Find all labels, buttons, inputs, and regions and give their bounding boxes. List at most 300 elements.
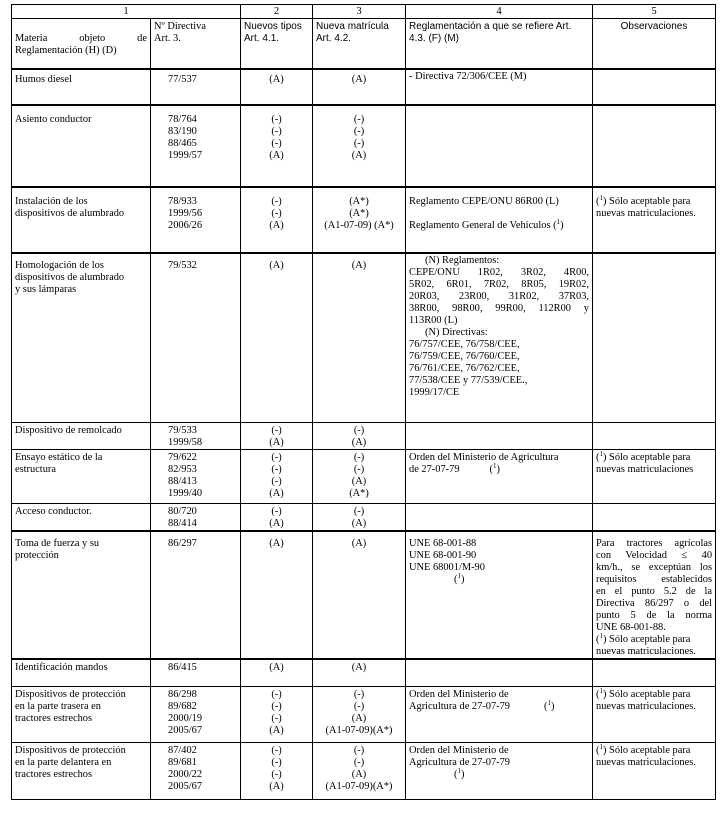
materia-cell bbox=[12, 69, 151, 105]
reglamentacion-text: Orden del Ministerio de Agricultura bbox=[409, 452, 559, 463]
reglamentacion-text: Orden del Ministerio de bbox=[409, 688, 509, 700]
reglamentacion-line bbox=[409, 351, 589, 363]
footnote-mark: 1 bbox=[492, 462, 497, 470]
materia-line: Homologación de los bbox=[15, 259, 104, 271]
directiva-value: 88/414 bbox=[168, 518, 197, 529]
directiva-cell bbox=[151, 187, 241, 253]
nuevos-value: (-) bbox=[271, 768, 282, 780]
nuevos-value: (-) bbox=[271, 712, 282, 724]
observaciones-text: punto 5 de la norma bbox=[596, 610, 713, 621]
observaciones-line: ($^1$) Sólo aceptable para bbox=[596, 193, 691, 207]
directiva-value: 86/298 bbox=[168, 688, 197, 700]
observaciones-cell bbox=[593, 686, 716, 742]
reglamentacion-text: Agricultura de 27-07-79 bbox=[409, 700, 511, 712]
observaciones-text: Sólo aceptable para bbox=[609, 452, 691, 463]
header-nuevos-tipos bbox=[241, 19, 313, 69]
reglamentacion-text: 1999/17/CE bbox=[409, 386, 460, 398]
directiva-value: 87/402 bbox=[168, 744, 197, 756]
matricula-value: (A1-07-09)(A*) bbox=[325, 780, 393, 792]
reglamentacion-line bbox=[409, 279, 589, 291]
nuevos-value: (-) bbox=[271, 506, 282, 517]
header-matricula-line1: Nueva matrícula bbox=[316, 21, 389, 32]
table-row bbox=[12, 187, 716, 253]
observaciones-line bbox=[596, 757, 712, 769]
directiva-value: 77/537 bbox=[168, 73, 197, 85]
matricula-cell bbox=[313, 423, 406, 450]
reglamentacion-line bbox=[409, 698, 589, 713]
reglamentacion-line bbox=[409, 562, 589, 574]
observaciones-line bbox=[596, 538, 712, 550]
directiva-cell bbox=[151, 423, 241, 450]
nuevos-value: (-) bbox=[271, 476, 282, 487]
matricula-cell bbox=[313, 105, 406, 187]
nuevos-tipos-cell bbox=[241, 69, 313, 105]
column-number-1: 1 bbox=[12, 5, 241, 19]
directiva-value: 89/681 bbox=[168, 756, 197, 768]
matricula-value: (-) bbox=[353, 425, 365, 436]
column-header-row bbox=[12, 19, 716, 69]
footnote-mark: 1 bbox=[457, 572, 461, 580]
reglamentacion-text: 20R03, 23R00, 31R02, 37R03, bbox=[409, 290, 590, 302]
nuevos-value: (A) bbox=[269, 219, 284, 231]
table-row bbox=[12, 450, 716, 504]
materia-line: y sus lámparas bbox=[15, 283, 77, 295]
observaciones-line bbox=[596, 586, 712, 598]
directiva-value: 79/622 bbox=[168, 452, 197, 463]
reglamentacion-line bbox=[409, 327, 589, 339]
table-row bbox=[12, 686, 716, 742]
nuevos-value: (A) bbox=[269, 259, 284, 271]
directiva-cell bbox=[151, 742, 241, 799]
reglamentacion-text: 38R00, 98R00, 99R00, 112R00 y bbox=[409, 302, 590, 314]
header-reglamentacion bbox=[406, 19, 593, 69]
header-nuevos-line1: Nuevos tipos bbox=[244, 21, 302, 32]
materia-line: en la parte delantera en bbox=[15, 756, 112, 768]
reglamentacion-text: CEPE/ONU 1R02, 3R02, 4R00, bbox=[409, 266, 590, 278]
matricula-cell bbox=[313, 450, 406, 504]
table-row bbox=[12, 659, 716, 686]
reglamentacion-text: 5R02, 6R01, 7R02, 8R05, 19R02, bbox=[409, 278, 590, 290]
materia-cell bbox=[12, 187, 151, 253]
nuevos-value: (A) bbox=[269, 488, 284, 499]
reglamentacion-line bbox=[409, 267, 589, 279]
matricula-value: (-) bbox=[353, 464, 365, 475]
observaciones-line bbox=[596, 610, 712, 622]
matricula-value: (A) bbox=[351, 259, 367, 271]
reglamentacion-text: Orden del Ministerio de bbox=[409, 744, 509, 756]
reglamentacion-text: 77/538/CEE y 77/539/CEE., bbox=[409, 374, 528, 386]
observaciones-line bbox=[596, 646, 712, 658]
reglamentacion-text: - Directiva 72/306/CEE (M) bbox=[409, 70, 527, 82]
nuevos-value: (A) bbox=[269, 437, 284, 448]
nuevos-tipos-cell bbox=[241, 659, 313, 686]
matricula-cell bbox=[313, 659, 406, 686]
observaciones-line bbox=[596, 622, 712, 634]
matricula-value: (A*) bbox=[349, 488, 369, 499]
directiva-value: 88/465 bbox=[168, 137, 197, 149]
footnote-mark: 1 bbox=[547, 698, 551, 707]
nuevos-value: (-) bbox=[271, 700, 282, 712]
header-observaciones: Observaciones bbox=[593, 19, 716, 69]
observaciones-cell bbox=[593, 504, 716, 532]
nuevos-tipos-cell bbox=[241, 253, 313, 423]
header-nueva-matricula bbox=[313, 19, 406, 69]
matricula-value: (-) bbox=[353, 756, 365, 768]
footnote-close: ) bbox=[550, 700, 555, 712]
observaciones-text: requisitos establecidos bbox=[596, 574, 713, 585]
observaciones-line bbox=[596, 598, 712, 610]
nuevos-value: (A) bbox=[269, 724, 284, 736]
materia-line: protección bbox=[15, 550, 59, 561]
header-reglamentacion-line1: Reglamentación a que se refiere Art. bbox=[409, 21, 572, 32]
table-row bbox=[12, 504, 716, 532]
nuevos-tipos-cell bbox=[241, 423, 313, 450]
materia-line: estructura bbox=[15, 464, 56, 475]
matricula-cell bbox=[313, 531, 406, 659]
matricula-cell bbox=[313, 686, 406, 742]
observaciones-line: ($^1$) Sólo aceptable para bbox=[596, 742, 691, 756]
footnote-ref: ($^1$) bbox=[489, 462, 500, 475]
footnote-ref: ($^1$) bbox=[454, 766, 465, 780]
reglamentacion-line bbox=[409, 689, 589, 701]
matricula-value: (A) bbox=[351, 518, 367, 529]
footnote-mark: 1 bbox=[556, 217, 561, 226]
header-matricula-line2: Art. 4.2. bbox=[316, 33, 352, 44]
matricula-value: (-) bbox=[353, 744, 365, 756]
nuevos-value: (-) bbox=[271, 113, 282, 125]
reglamentacion-line bbox=[409, 452, 589, 464]
reglamentacion-text: Reglamento CEPE/ONU 86R00 (L) bbox=[409, 195, 559, 207]
observaciones-cell bbox=[593, 69, 716, 105]
reglamentacion-line bbox=[409, 538, 589, 550]
reglamentacion-cell bbox=[406, 187, 593, 253]
directiva-cell bbox=[151, 253, 241, 423]
reglamentacion-cell bbox=[406, 686, 593, 742]
reglamentacion-text: de 27-07-79 bbox=[409, 464, 460, 475]
footnote-close: ) bbox=[460, 574, 465, 585]
directiva-value: 79/532 bbox=[168, 259, 197, 271]
reglamentacion-line bbox=[409, 315, 589, 327]
column-number-5: 5 bbox=[593, 5, 716, 19]
directiva-value: 78/764 bbox=[168, 113, 197, 125]
observaciones-cell bbox=[593, 659, 716, 686]
observaciones-line bbox=[596, 464, 712, 476]
matricula-cell bbox=[313, 742, 406, 799]
reglamentacion-text: 113R00 (L) bbox=[409, 314, 458, 326]
matricula-value: (A) bbox=[351, 149, 367, 161]
nuevos-value: (-) bbox=[271, 464, 282, 475]
spacer bbox=[409, 208, 589, 220]
materia-cell bbox=[12, 253, 151, 423]
observaciones-cell bbox=[593, 450, 716, 504]
header-directiva-line1: Nº Directiva bbox=[154, 21, 206, 32]
materia-line: dispositivos de alumbrado bbox=[15, 271, 125, 283]
nuevos-value: (-) bbox=[271, 207, 282, 219]
directiva-value: 79/533 bbox=[168, 425, 197, 436]
matricula-value: (-) bbox=[353, 125, 365, 137]
nuevos-value: (-) bbox=[271, 137, 282, 149]
directiva-cell bbox=[151, 504, 241, 532]
reglamentacion-text: Reglamento General de Vehículos ( bbox=[409, 219, 557, 231]
observaciones-line bbox=[596, 550, 712, 562]
observaciones-line bbox=[596, 208, 712, 220]
reglamentacion-line bbox=[409, 550, 589, 562]
footnote-close: ) bbox=[560, 219, 564, 231]
matricula-value: (A1-07-09) (A*) bbox=[324, 219, 394, 231]
header-directiva-line2: Art. 3. bbox=[154, 33, 181, 44]
observaciones-line: ($^1$) Sólo aceptable para bbox=[596, 632, 691, 645]
table-row bbox=[12, 742, 716, 799]
observaciones-line: ($^1$) Sólo aceptable para bbox=[596, 450, 691, 463]
nuevos-value: (A) bbox=[269, 538, 284, 549]
table-row bbox=[12, 253, 716, 423]
directiva-value: 88/413 bbox=[168, 476, 197, 487]
matricula-value: (-) bbox=[353, 506, 365, 517]
observaciones-text: Sólo aceptable para bbox=[609, 688, 691, 700]
directiva-value: 1999/57 bbox=[168, 149, 203, 161]
matricula-cell bbox=[313, 253, 406, 423]
directiva-value: 78/933 bbox=[168, 195, 197, 207]
directiva-value: 2005/67 bbox=[168, 724, 203, 736]
materia-line: tractores estrechos bbox=[15, 712, 93, 724]
nuevos-tipos-cell bbox=[241, 450, 313, 504]
directiva-value: 1999/40 bbox=[168, 488, 203, 499]
reglamentacion-line bbox=[409, 71, 589, 83]
matricula-cell bbox=[313, 187, 406, 253]
reglamentacion-line bbox=[409, 757, 589, 769]
materia-cell bbox=[12, 504, 151, 532]
observaciones-text: km/h., se exceptúan los bbox=[596, 562, 713, 573]
materia-line: Identificación mandos bbox=[15, 662, 108, 673]
footnote-mark: 1 bbox=[599, 193, 603, 202]
observaciones-cell bbox=[593, 105, 716, 187]
nuevos-tipos-cell bbox=[241, 504, 313, 532]
observaciones-text: Sólo aceptable para bbox=[609, 744, 691, 756]
table-row bbox=[12, 423, 716, 450]
nuevos-value: (-) bbox=[271, 756, 282, 768]
materia-cell bbox=[12, 423, 151, 450]
directiva-cell bbox=[151, 686, 241, 742]
reglamentacion-line bbox=[409, 255, 589, 267]
nuevos-value: (-) bbox=[271, 125, 282, 137]
observaciones-text: nuevas matriculaciones. bbox=[596, 207, 696, 219]
header-materia-line1: Materia objeto de bbox=[15, 33, 147, 44]
matricula-value: (A*) bbox=[349, 207, 369, 219]
nuevos-value: (-) bbox=[271, 425, 282, 436]
reglamentacion-line bbox=[409, 303, 589, 315]
reglamentacion-line bbox=[409, 745, 589, 757]
observaciones-text: Para tractores agrícolas bbox=[596, 538, 713, 549]
matricula-value: (A) bbox=[351, 768, 367, 780]
nuevos-value: (-) bbox=[271, 744, 282, 756]
header-nuevos-line2: Art. 4.1. bbox=[244, 33, 280, 44]
observaciones-text: nuevas matriculaciones. bbox=[596, 646, 696, 657]
matricula-value: (A) bbox=[351, 437, 367, 448]
footnote-mark: 1 bbox=[599, 632, 603, 640]
nuevos-value: (A) bbox=[269, 73, 284, 85]
materia-line: Asiento conductor bbox=[15, 113, 92, 125]
reglamentacion-text: UNE 68001/M-90 bbox=[409, 562, 485, 573]
reglamentacion-text: (N) Reglamentos: bbox=[425, 254, 500, 266]
materia-line: dispositivos de alumbrado bbox=[15, 207, 125, 219]
table-body bbox=[12, 69, 716, 800]
column-number-4: 4 bbox=[406, 5, 593, 19]
materia-line: Dispositivos de protección bbox=[15, 688, 126, 700]
observaciones-line bbox=[596, 701, 712, 713]
observaciones-cell bbox=[593, 253, 716, 423]
header-directiva bbox=[151, 19, 241, 69]
reglamentacion-text: 76/761/CEE, 76/762/CEE, bbox=[409, 362, 520, 374]
observaciones-text: nuevas matriculaciones bbox=[596, 464, 694, 475]
materia-cell bbox=[12, 659, 151, 686]
observaciones-text: con Velocidad ≤ 40 bbox=[596, 550, 713, 561]
matricula-value: (-) bbox=[353, 700, 365, 712]
directiva-cell bbox=[151, 105, 241, 187]
nuevos-tipos-cell bbox=[241, 531, 313, 659]
reglamentacion-line bbox=[409, 375, 589, 387]
matricula-value: (A) bbox=[351, 476, 367, 487]
matricula-value: (-) bbox=[353, 452, 365, 463]
directiva-value: 2000/22 bbox=[168, 768, 203, 780]
materia-cell bbox=[12, 531, 151, 659]
observaciones-cell bbox=[593, 531, 716, 659]
footnote-close: ) bbox=[496, 464, 500, 475]
column-number-2: 2 bbox=[241, 5, 313, 19]
nuevos-value: (A) bbox=[269, 149, 284, 161]
footnote-ref: ($^1$) bbox=[454, 572, 465, 585]
directiva-cell bbox=[151, 450, 241, 504]
observaciones-text: Sólo aceptable para bbox=[609, 634, 691, 645]
observaciones-cell bbox=[593, 742, 716, 799]
materia-cell bbox=[12, 742, 151, 799]
directiva-cell bbox=[151, 531, 241, 659]
column-number-3: 3 bbox=[313, 5, 406, 19]
observaciones-text: nuevas matriculaciones. bbox=[596, 700, 696, 712]
nuevos-value: (-) bbox=[271, 688, 282, 700]
footnote-ref: ($^1$) bbox=[544, 698, 555, 712]
directiva-cell bbox=[151, 659, 241, 686]
materia-cell bbox=[12, 686, 151, 742]
directiva-value: 83/190 bbox=[168, 125, 197, 137]
matricula-value: (A) bbox=[351, 538, 367, 549]
reglamentacion-cell bbox=[406, 450, 593, 504]
nuevos-value: (-) bbox=[271, 452, 282, 463]
observaciones-text: nuevas matriculaciones. bbox=[596, 756, 696, 768]
nuevos-value: (-) bbox=[271, 195, 282, 207]
matricula-value: (A) bbox=[351, 73, 367, 85]
table-row bbox=[12, 105, 716, 187]
nuevos-tipos-cell bbox=[241, 187, 313, 253]
nuevos-tipos-cell bbox=[241, 105, 313, 187]
reglamentacion-cell bbox=[406, 423, 593, 450]
reglamentacion-cell bbox=[406, 253, 593, 423]
reglamentacion-text: 76/759/CEE, 76/760/CEE, bbox=[409, 350, 520, 362]
reglamentacion-line bbox=[409, 387, 589, 399]
directiva-value: 86/297 bbox=[168, 538, 197, 549]
directiva-value: 2006/26 bbox=[168, 219, 203, 231]
directiva-value: 2000/19 bbox=[168, 712, 203, 724]
materia-line: Humos diesel bbox=[15, 73, 72, 85]
observaciones-line bbox=[596, 574, 712, 586]
reglamentacion-line bbox=[409, 464, 589, 476]
observaciones-cell bbox=[593, 423, 716, 450]
matricula-value: (A) bbox=[351, 662, 367, 673]
directiva-cell bbox=[151, 69, 241, 105]
materia-line: Toma de fuerza y su bbox=[15, 538, 100, 549]
reglamentacion-text: UNE 68-001-88 bbox=[409, 538, 477, 549]
matricula-value: (A1-07-09)(A*) bbox=[325, 724, 393, 736]
reglamentacion-line bbox=[409, 196, 589, 208]
matricula-value: (A*) bbox=[349, 195, 369, 207]
observaciones-line: ($^1$) Sólo aceptable para bbox=[596, 686, 691, 700]
nuevos-tipos-cell bbox=[241, 742, 313, 799]
materia-line: Instalación de los bbox=[15, 195, 88, 207]
table-row bbox=[12, 531, 716, 659]
footnote-mark: 1 bbox=[457, 766, 461, 775]
directiva-value: 2005/67 bbox=[168, 780, 203, 792]
nuevos-value: (A) bbox=[269, 518, 284, 529]
materia-line: Acceso conductor. bbox=[15, 506, 92, 517]
nuevos-tipos-cell bbox=[241, 686, 313, 742]
header-reglamentacion-line2: 4.3. (F) (M) bbox=[409, 33, 460, 44]
matricula-cell bbox=[313, 69, 406, 105]
observaciones-line bbox=[596, 562, 712, 574]
header-materia bbox=[12, 19, 151, 69]
nuevos-value: (A) bbox=[269, 662, 284, 673]
materia-cell bbox=[12, 105, 151, 187]
observaciones-text: en el punto 5.2 de la bbox=[596, 586, 713, 597]
reglamentacion-line bbox=[409, 291, 589, 303]
observaciones-text: UNE 68-001-88. bbox=[596, 622, 666, 633]
nuevos-value: (A) bbox=[269, 780, 284, 792]
reglamentacion-cell bbox=[406, 531, 593, 659]
column-number-row bbox=[12, 5, 716, 19]
directiva-value: 1999/56 bbox=[168, 207, 203, 219]
directiva-value: 1999/58 bbox=[168, 437, 203, 448]
directiva-value: 89/682 bbox=[168, 700, 197, 712]
reglamentacion-cell bbox=[406, 742, 593, 799]
observaciones-text: Directiva 86/297 o del bbox=[596, 598, 713, 609]
reglamentacion-cell bbox=[406, 105, 593, 187]
materia-line: tractores estrechos bbox=[15, 768, 93, 780]
footnote-mark: 1 bbox=[599, 686, 603, 695]
reglamentacion-cell bbox=[406, 659, 593, 686]
reglamentacion-line bbox=[409, 339, 589, 351]
reglamentacion-line bbox=[409, 363, 589, 375]
reglamentacion-cell bbox=[406, 504, 593, 532]
table-row bbox=[12, 69, 716, 105]
matricula-value: (-) bbox=[353, 137, 365, 149]
reglamentacion-cell bbox=[406, 69, 593, 105]
observaciones-cell bbox=[593, 187, 716, 253]
footnote-mark: 1 bbox=[599, 742, 603, 751]
header-materia-line2: Reglamentación (H) (D) bbox=[15, 45, 117, 56]
reglamentacion-text: 76/757/CEE, 76/758/CEE, bbox=[409, 338, 520, 350]
matricula-value: (-) bbox=[353, 688, 365, 700]
reglamentacion-line bbox=[409, 217, 589, 232]
materia-cell bbox=[12, 450, 151, 504]
materia-line: Ensayo estático de la bbox=[15, 452, 103, 463]
materia-line: en la parte trasera en bbox=[15, 700, 101, 712]
matricula-value: (A) bbox=[351, 712, 367, 724]
directiva-value: 82/953 bbox=[168, 464, 197, 475]
directiva-value: 86/415 bbox=[168, 662, 197, 673]
reglamentacion-text: (N) Directivas: bbox=[425, 326, 488, 338]
regulation-table bbox=[11, 4, 716, 800]
matricula-cell bbox=[313, 504, 406, 532]
directiva-value: 80/720 bbox=[168, 506, 197, 517]
footnote-close: ) bbox=[460, 768, 465, 780]
